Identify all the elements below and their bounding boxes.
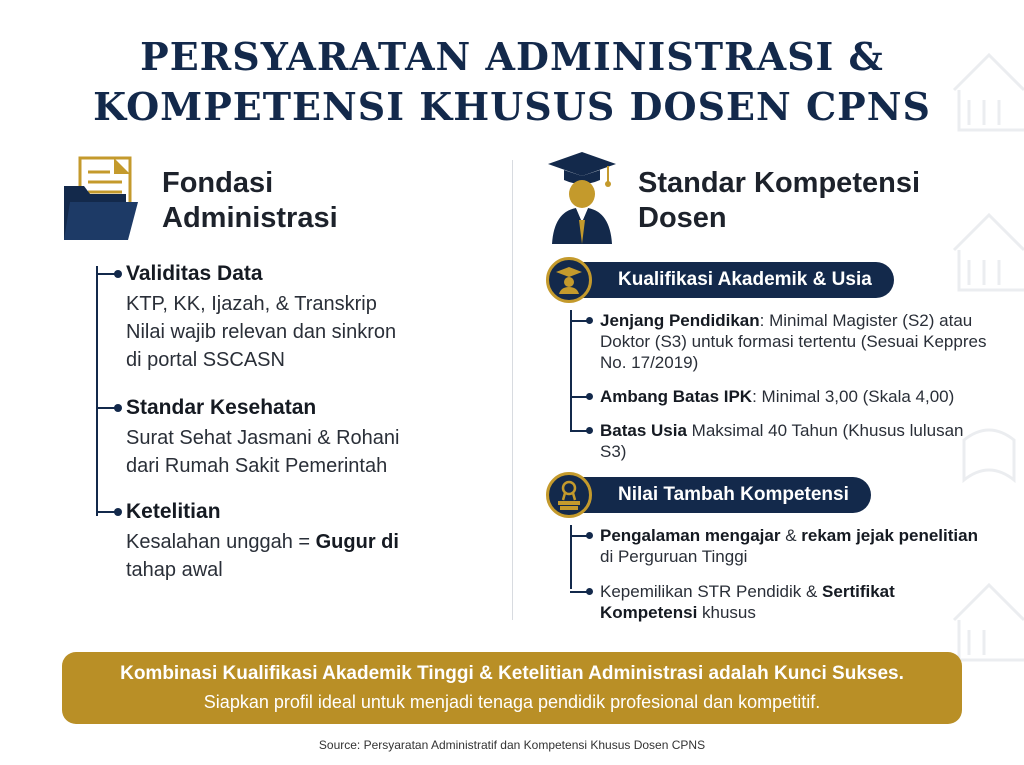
nilai-tambah-list: Pengalaman mengajar & rekam jejak penelitian di Perguruan Tinggi Kepemilikan STR Pendidik & Sertifikat Kompetensi khusus [570, 525, 990, 635]
source-caption: Source: Persyaratan Administratif dan Kompetensi Khusus Dosen CPNS [318, 738, 706, 752]
banner-subtext: Siapkan profil ideal untuk menjadi tenaga pendidik profesional dan kompetitif. [203, 692, 821, 712]
title-line-1: PERSYARATAN ADMINISTRASI & [140, 34, 884, 79]
title-line-2: KOMPETENSI KHUSUS DOSEN CPNS [93, 84, 931, 129]
graduate-small-icon [546, 257, 592, 303]
section-pill-nilai-tambah: Nilai Tambah Kompetensi [560, 477, 871, 513]
column-divider [512, 160, 513, 620]
medal-books-icon [546, 472, 592, 518]
page-title [0, 32, 1024, 132]
graduate-icon [546, 150, 618, 244]
kualifikasi-list: Jenjang Pendidikan: Minimal Magister (S2) atau Doktor (S3) untuk formasi tertentu (Sesuai Keppres No. 17/2019) Ambang Batas IPK: Minimal 3,00 (Skala 4,00) Batas Usia Maksimal 40 Tahun (Khusus lulusan S3) [570, 310, 990, 460]
right-section-heading: Standar Kompetensi Dosen [638, 167, 920, 234]
administrasi-list: Validitas Data KTP, KK, Ijazah, & Transkrip Nilai wajib relevan dan sinkron di portal SSCASN Standar Kesehatan Surat Sehat Jasmani & Rohani dari Rumah Sakit Pemerintah Ketelitian Kesalahan unggah = Gugur di tahap awal [96, 262, 456, 582]
section-pill-kualifikasi: Kualifikasi Akademik & Usia [560, 262, 894, 298]
banner-headline: Kombinasi Kualifikasi Akademik Tinggi & Ketelitian Administrasi adalah Kunci Sukses. [120, 663, 904, 684]
summary-banner [62, 652, 962, 724]
left-section-heading: Fondasi Administrasi [162, 167, 338, 234]
folder-document-icon [62, 156, 140, 242]
timeline-line [96, 266, 98, 516]
